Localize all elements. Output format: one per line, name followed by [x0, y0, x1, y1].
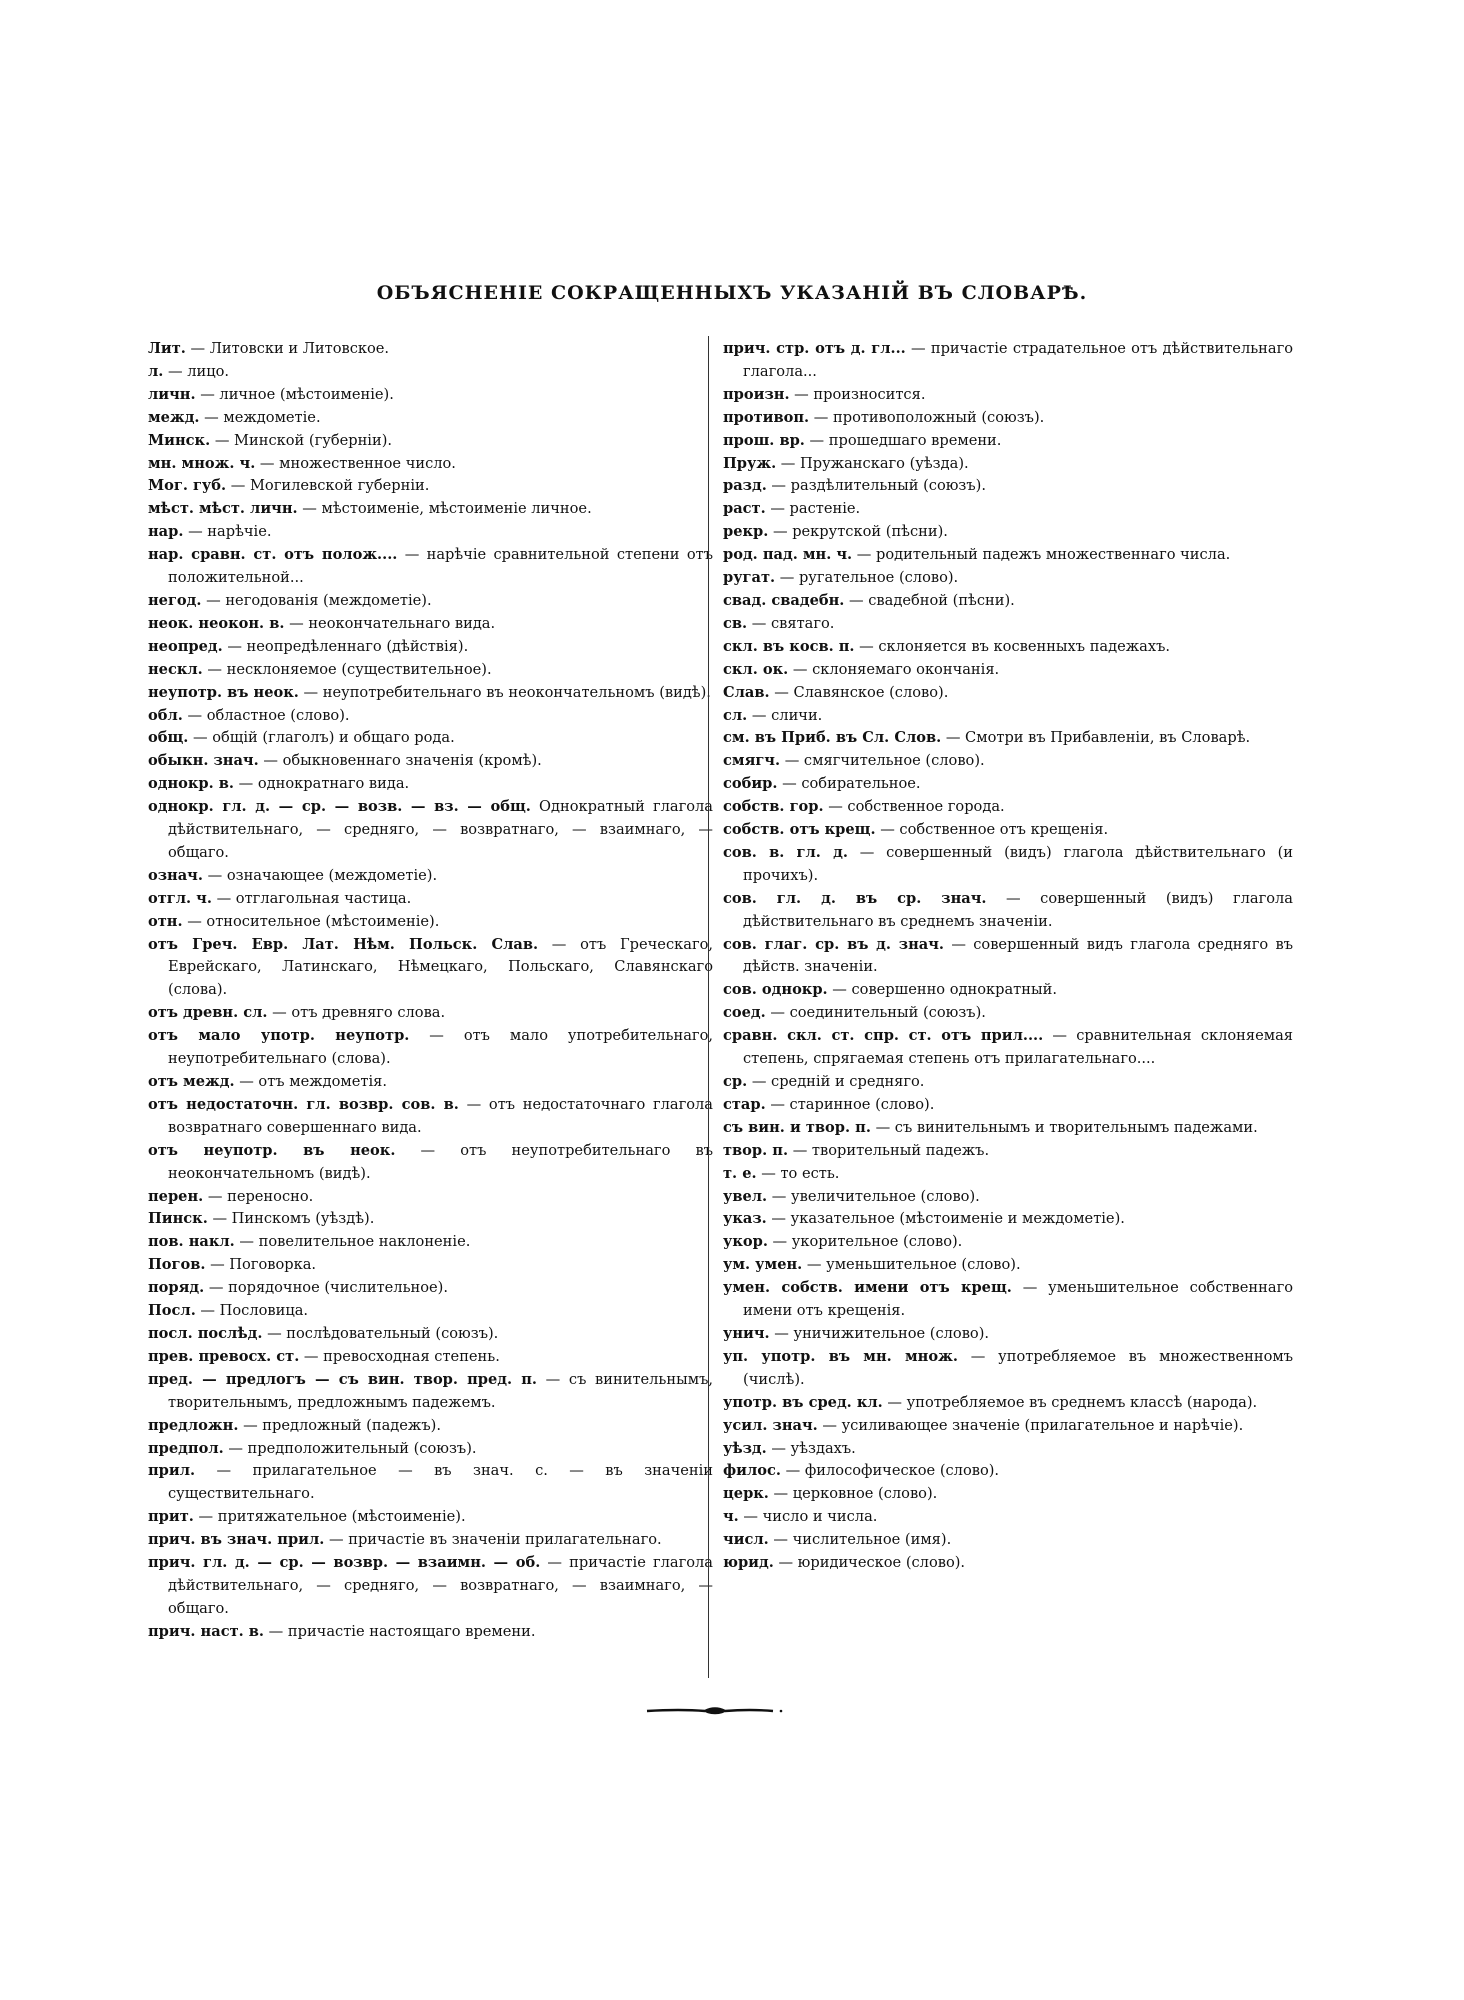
dictionary-entry — [148, 1621, 713, 1644]
entry-meaning: — отъ междометія. — [239, 1073, 387, 1090]
entry-abbreviation: смягч. — [723, 752, 781, 770]
dictionary-entry — [148, 430, 713, 453]
dictionary-entry — [148, 1071, 713, 1094]
entry-abbreviation: твор. п. — [723, 1141, 789, 1159]
dictionary-entry — [148, 1415, 713, 1438]
dictionary-entry — [723, 750, 1293, 773]
dictionary-entry — [148, 1346, 713, 1369]
dictionary-entry — [148, 590, 713, 613]
entry-abbreviation: Посл. — [148, 1302, 196, 1320]
entry-abbreviation: церк. — [723, 1485, 769, 1503]
dictionary-entry — [723, 773, 1293, 796]
entry-meaning: — причастіе настоящаго времени. — [268, 1622, 536, 1640]
dictionary-entry — [148, 1300, 713, 1323]
dictionary-entry — [723, 682, 1293, 705]
dictionary-entry — [723, 636, 1293, 659]
entry-abbreviation: перен. — [148, 1187, 204, 1205]
dictionary-entry — [148, 1369, 713, 1415]
entry-abbreviation: укор. — [723, 1233, 768, 1251]
entry-meaning: — уничижительное (слово). — [774, 1324, 990, 1342]
entry-meaning: — Пинскомъ (уѣздѣ). — [212, 1210, 375, 1228]
entry-abbreviation: посл. послѣд. — [148, 1324, 263, 1342]
dictionary-entry — [148, 384, 713, 407]
dictionary-entry — [723, 1117, 1293, 1140]
entry-meaning: — порядочное (числительное). — [208, 1279, 449, 1297]
dictionary-entry — [148, 1529, 713, 1552]
entry-meaning: — укорительное (слово). — [772, 1233, 963, 1251]
entry-meaning: — обыкновеннаго значенія (кромѣ). — [263, 752, 542, 770]
entry-meaning: — уменьшительное собственнаго имени отъ крещенія. — [743, 1279, 1294, 1320]
entry-abbreviation: Слав. — [723, 683, 770, 701]
entry-abbreviation: обыкн. знач. — [148, 752, 259, 770]
entry-abbreviation: указ. — [723, 1210, 767, 1228]
entry-abbreviation: свад. свадебн. — [723, 591, 845, 609]
entry-abbreviation: прит. — [148, 1508, 194, 1526]
dictionary-entry — [148, 659, 713, 682]
entry-abbreviation: филос. — [723, 1462, 781, 1480]
entry-meaning: — творительный падежъ. — [792, 1141, 990, 1159]
entry-abbreviation: однокр. в. — [148, 775, 235, 793]
entry-abbreviation: сов. гл. д. въ ср. знач. — [723, 889, 987, 907]
entry-abbreviation: отъ древн. сл. — [148, 1004, 268, 1022]
dictionary-entry — [148, 1254, 713, 1277]
dictionary-entry — [148, 1231, 713, 1254]
dictionary-entry — [723, 1392, 1293, 1415]
entry-meaning: — отглагольная частица. — [216, 889, 412, 907]
entry-abbreviation: числ. — [723, 1531, 769, 1549]
dictionary-entry — [723, 1140, 1293, 1163]
entry-meaning: — нарѣчіе. — [188, 523, 272, 541]
entry-meaning: — святаго. — [751, 614, 835, 632]
entry-abbreviation: скл. въ косв. п. — [723, 637, 855, 655]
dictionary-entry — [148, 613, 713, 636]
entry-abbreviation: л. — [148, 362, 164, 380]
dictionary-entry — [723, 498, 1293, 521]
entry-meaning: — отъ древняго слова. — [272, 1004, 446, 1022]
dictionary-entry — [723, 338, 1293, 384]
entry-abbreviation: Мог. губ. — [148, 477, 227, 495]
dictionary-entry — [148, 498, 713, 521]
dictionary-entry — [723, 727, 1293, 750]
dictionary-entry — [723, 1506, 1293, 1529]
entry-meaning: — притяжательное (мѣстоименіе). — [198, 1508, 466, 1526]
dictionary-entry — [723, 567, 1293, 590]
entry-abbreviation: рекр. — [723, 523, 769, 541]
dictionary-entry — [148, 1460, 713, 1506]
entry-meaning: — указательное (мѣстоименіе и междометіе). — [771, 1210, 1125, 1228]
entry-meaning: — послѣдовательный (союзъ). — [267, 1324, 499, 1342]
entry-abbreviation: личн. — [148, 385, 196, 403]
entry-meaning: Однократный глагола дѣйствительнаго, — средняго, — возвратнаго, — взаимнаго, — общаго. — [168, 798, 713, 861]
entry-abbreviation: раст. — [723, 500, 766, 518]
entry-abbreviation: св. — [723, 614, 748, 632]
entry-abbreviation: прош. вр. — [723, 431, 805, 449]
dictionary-entry — [148, 407, 713, 430]
entry-abbreviation: сравн. скл. ст. спр. ст. отъ прил.... — [723, 1027, 1044, 1045]
entry-meaning: — употребляемое въ множественномъ (числѣ). — [743, 1347, 1294, 1388]
entry-abbreviation: мѣст. мѣст. личн. — [148, 500, 298, 518]
dictionary-entry — [148, 1186, 713, 1209]
entry-meaning: — областное (слово). — [187, 706, 350, 724]
entry-meaning: — свадебной (пѣсни). — [849, 591, 1015, 609]
dictionary-entry — [723, 1346, 1293, 1392]
entry-meaning: — философическое (слово). — [785, 1462, 1000, 1480]
entry-abbreviation: общ. — [148, 729, 189, 747]
entry-abbreviation: Пинск. — [148, 1210, 208, 1228]
entry-meaning: — множественное число. — [259, 454, 456, 472]
dictionary-entry — [723, 521, 1293, 544]
dictionary-entry — [148, 888, 713, 911]
dictionary-entry — [723, 1415, 1293, 1438]
entry-meaning: — Минской (губерніи). — [214, 431, 393, 449]
dictionary-entry — [148, 727, 713, 750]
entry-meaning: — собственное отъ крещенія. — [880, 821, 1109, 839]
entry-meaning: — растеніе. — [770, 500, 861, 518]
dictionary-entry — [723, 1552, 1293, 1575]
entry-abbreviation: род. пад. мн. ч. — [723, 546, 853, 564]
entry-meaning: — личное (мѣстоименіе). — [200, 385, 394, 403]
entry-meaning: — церковное (слово). — [773, 1485, 938, 1503]
dictionary-entry — [723, 705, 1293, 728]
entry-abbreviation: нар. сравн. ст. отъ полож.... — [148, 546, 398, 564]
entry-abbreviation: ч. — [723, 1508, 739, 1526]
entry-abbreviation: пов. накл. — [148, 1233, 235, 1251]
entry-meaning: — однократнаго вида. — [238, 775, 410, 793]
entry-abbreviation: предложн. — [148, 1416, 239, 1434]
entry-abbreviation: умен. собств. имени отъ крещ. — [723, 1279, 1012, 1297]
entry-abbreviation: унич. — [723, 1324, 770, 1342]
entry-abbreviation: уп. употр. въ мн. множ. — [723, 1347, 958, 1365]
dictionary-entry — [723, 590, 1293, 613]
right-column — [723, 338, 1293, 1575]
entry-meaning: — переносно. — [207, 1187, 314, 1205]
entry-abbreviation: отн. — [148, 912, 183, 930]
entry-meaning: — произносится. — [794, 385, 926, 403]
entry-meaning: — предположительный (союзъ). — [228, 1439, 477, 1457]
dictionary-entry — [723, 1163, 1293, 1186]
entry-meaning: — отъ неупотребительнаго въ неокончательномъ (видѣ). — [168, 1141, 713, 1182]
entry-meaning: — общій (глаголъ) и общаго рода. — [192, 729, 455, 747]
dictionary-entry — [148, 453, 713, 476]
dictionary-entry — [723, 888, 1293, 934]
entry-abbreviation: съ вин. и твор. п. — [723, 1118, 871, 1136]
entry-meaning: — собирательное. — [782, 775, 921, 793]
entry-meaning: — ругательное (слово). — [779, 569, 959, 587]
entry-meaning: — отъ мало употребительнаго, неупотребительнаго (слова). — [168, 1027, 714, 1068]
entry-meaning: — Славянское (слово). — [774, 683, 949, 701]
dictionary-entry — [148, 1438, 713, 1461]
entry-meaning: — родительный падежъ множественнаго числа. — [856, 546, 1231, 564]
dictionary-entry — [148, 1002, 713, 1025]
dictionary-entry — [148, 705, 713, 728]
entry-abbreviation: произн. — [723, 385, 790, 403]
entry-meaning: — отъ недостаточнаго глагола возвратнаго совершеннаго вида. — [168, 1095, 713, 1136]
entry-abbreviation: разд. — [723, 477, 767, 495]
left-column — [148, 338, 713, 1644]
entry-abbreviation: прич. наст. в. — [148, 1622, 265, 1640]
entry-abbreviation: Лит. — [148, 340, 186, 357]
entry-meaning: — несклоняемое (существительное). — [207, 660, 492, 678]
entry-abbreviation: увел. — [723, 1187, 768, 1205]
entry-meaning: — рекрутской (пѣсни). — [772, 523, 948, 541]
dictionary-entry — [723, 1025, 1293, 1071]
dictionary-entry — [148, 544, 713, 590]
dictionary-entry — [723, 934, 1293, 980]
entry-meaning: — средній и средняго. — [751, 1073, 925, 1090]
entry-meaning: — неопредѣленнаго (дѣйствія). — [227, 637, 469, 655]
dictionary-entry — [148, 911, 713, 934]
entry-abbreviation: противоп. — [723, 408, 810, 426]
entry-abbreviation: сл. — [723, 706, 748, 724]
dictionary-entry — [723, 1208, 1293, 1231]
dictionary-entry — [723, 1071, 1293, 1094]
entry-abbreviation: прил. — [148, 1462, 196, 1480]
entry-abbreviation: собств. отъ крещ. — [723, 821, 876, 839]
dictionary-entry — [723, 842, 1293, 888]
entry-meaning: — употребляемое въ среднемъ классѣ (народа). — [887, 1393, 1258, 1411]
entry-abbreviation: отъ Греч. Евр. Лат. Нѣм. Польск. Слав. — [148, 935, 539, 953]
dictionary-entry — [723, 475, 1293, 498]
dictionary-entry — [723, 1460, 1293, 1483]
dictionary-entry — [723, 430, 1293, 453]
entry-abbreviation: неок. неокон. в. — [148, 614, 285, 632]
entry-meaning: — склоняемаго окончанія. — [792, 660, 1000, 678]
dictionary-entry — [148, 475, 713, 498]
dictionary-entry — [148, 1140, 713, 1186]
entry-abbreviation: употр. въ сред. кл. — [723, 1393, 883, 1411]
entry-meaning: — Пословица. — [200, 1302, 309, 1320]
entry-abbreviation: Пруж. — [723, 454, 777, 472]
dictionary-entry — [723, 1254, 1293, 1277]
entry-abbreviation: соед. — [723, 1004, 766, 1022]
dictionary-entry — [723, 1438, 1293, 1461]
dictionary-entry — [148, 934, 713, 1003]
entry-meaning: — то есть. — [761, 1164, 840, 1182]
dictionary-entry — [148, 1277, 713, 1300]
entry-meaning: — означающее (междометіе). — [207, 866, 438, 884]
dictionary-entry — [723, 1529, 1293, 1552]
dictionary-entry — [148, 1208, 713, 1231]
entry-abbreviation: нескл. — [148, 660, 203, 678]
dictionary-entry — [723, 1277, 1293, 1323]
dictionary-entry — [723, 613, 1293, 636]
entry-meaning: — Пружанскаго (уѣзда). — [780, 454, 969, 472]
dictionary-entry — [723, 796, 1293, 819]
entry-abbreviation: прич. стр. отъ д. гл... — [723, 340, 906, 357]
entry-abbreviation: ругат. — [723, 569, 776, 587]
dictionary-entry — [723, 1483, 1293, 1506]
column-divider — [708, 336, 709, 1678]
end-ornament — [645, 1706, 785, 1716]
entry-abbreviation: нар. — [148, 523, 184, 541]
entry-abbreviation: стар. — [723, 1095, 766, 1113]
entry-abbreviation: обл. — [148, 706, 183, 724]
dictionary-entry — [148, 773, 713, 796]
entry-abbreviation: предпол. — [148, 1439, 224, 1457]
entry-meaning: — склоняется въ косвенныхъ падежахъ. — [859, 637, 1171, 655]
entry-meaning: — предложный (падежъ). — [243, 1416, 441, 1434]
entry-meaning: — совершенно однократный. — [832, 981, 1057, 999]
dictionary-entry — [723, 407, 1293, 430]
entry-meaning: — Смотри въ Прибавленіи, въ Словарѣ. — [945, 729, 1251, 747]
dictionary-entry — [723, 1323, 1293, 1346]
entry-abbreviation: собств. гор. — [723, 798, 824, 816]
entry-abbreviation: мн. множ. ч. — [148, 454, 256, 472]
entry-meaning: — совершенный (видъ) глагола дѣйствительнаго въ среднемъ значеніи. — [743, 889, 1293, 930]
entry-meaning: — соединительный (союзъ). — [770, 1004, 986, 1022]
entry-meaning: — противоположный (союзъ). — [813, 408, 1045, 426]
entry-abbreviation: т. е. — [723, 1164, 757, 1182]
entry-abbreviation: неопред. — [148, 637, 223, 655]
entry-meaning: — междометіе. — [204, 408, 321, 426]
dictionary-entry — [723, 979, 1293, 1002]
entry-meaning: — причастіе страдательное отъ дѣйствительнаго глагола... — [743, 340, 1294, 380]
entry-abbreviation: неупотр. въ неок. — [148, 683, 299, 701]
entry-abbreviation: межд. — [148, 408, 200, 426]
dictionary-entry — [148, 865, 713, 888]
entry-meaning: — причастіе въ значеніи прилагательнаго. — [328, 1531, 662, 1549]
entry-meaning: — сличи. — [751, 706, 823, 724]
entry-abbreviation: отъ недостаточн. гл. возвр. сов. в. — [148, 1095, 459, 1113]
dictionary-entry — [148, 636, 713, 659]
dictionary-entry — [723, 1002, 1293, 1025]
entry-abbreviation: прев. превосх. ст. — [148, 1347, 300, 1365]
dictionary-entry — [723, 659, 1293, 682]
entry-abbreviation: усил. знач. — [723, 1416, 818, 1434]
entry-abbreviation: однокр. гл. д. — ср. — возв. — вз. — общ. — [148, 798, 531, 816]
entry-abbreviation: ср. — [723, 1073, 748, 1090]
entry-abbreviation: скл. ок. — [723, 660, 789, 678]
entry-abbreviation: собир. — [723, 775, 778, 793]
dictionary-entry — [148, 1094, 713, 1140]
entry-abbreviation: пред. — предлогъ — съ вин. твор. пред. п. — [148, 1370, 537, 1388]
dictionary-entry — [723, 453, 1293, 476]
entry-meaning: — повелительное наклоненіе. — [239, 1233, 471, 1251]
dictionary-entry — [148, 682, 713, 705]
dictionary-entry — [723, 1094, 1293, 1117]
entry-meaning: — совершенный видъ глагола средняго въ дѣйств. значеніи. — [743, 935, 1294, 976]
entry-meaning: — усиливающее значеніе (прилагательное и нарѣчіе). — [822, 1416, 1244, 1434]
entry-abbreviation: сов. однокр. — [723, 981, 828, 999]
entry-meaning: — превосходная степень. — [303, 1347, 500, 1365]
entry-abbreviation: негод. — [148, 591, 202, 609]
dictionary-entry — [723, 384, 1293, 407]
dictionary-entry — [723, 819, 1293, 842]
entry-meaning: — увеличительное (слово). — [771, 1187, 980, 1205]
entry-meaning: — негодованія (междометіе). — [206, 591, 432, 609]
entry-meaning: — уменьшительное (слово). — [806, 1256, 1021, 1274]
dictionary-entry — [148, 750, 713, 773]
entry-abbreviation: отъ межд. — [148, 1073, 235, 1090]
entry-abbreviation: отгл. ч. — [148, 889, 212, 907]
entry-abbreviation: сов. глаг. ср. въ д. знач. — [723, 935, 944, 953]
entry-meaning: — прилагательное — въ знач. с. — въ значеніи существительнаго. — [168, 1462, 713, 1503]
entry-meaning: — смягчительное (слово). — [784, 752, 985, 770]
entry-abbreviation: см. въ Приб. въ Сл. Слов. — [723, 729, 942, 747]
entry-abbreviation: Погов. — [148, 1256, 206, 1274]
dictionary-entry — [148, 521, 713, 544]
entry-meaning: — юридическое (слово). — [778, 1554, 966, 1572]
dictionary-entry — [148, 338, 713, 361]
entry-abbreviation: сов. в. гл. д. — [723, 843, 848, 861]
entry-abbreviation: поряд. — [148, 1279, 205, 1297]
entry-meaning: — число и числа. — [743, 1508, 878, 1526]
entry-abbreviation: Минск. — [148, 431, 211, 449]
entry-meaning: — совершенный (видъ) глагола дѣйствительнаго (и прочихъ). — [743, 843, 1293, 884]
entry-meaning: — неокончательнаго вида. — [289, 614, 496, 632]
dictionary-entry — [148, 1025, 713, 1071]
entry-meaning: — Поговорка. — [210, 1256, 317, 1274]
entry-abbreviation: прич. гл. д. — ср. — возвр. — взаимн. — об. — [148, 1554, 541, 1572]
entry-meaning: — неупотребительнаго въ неокончательномъ (видѣ). — [303, 683, 711, 701]
entry-meaning: — старинное (слово). — [770, 1095, 935, 1113]
dictionary-entry — [723, 1231, 1293, 1254]
dictionary-entry — [148, 361, 713, 384]
entry-abbreviation: отъ неупотр. въ неок. — [148, 1141, 396, 1159]
dictionary-entry — [723, 544, 1293, 567]
entry-abbreviation: ум. умен. — [723, 1256, 803, 1274]
entry-meaning: — Могилевской губерніи. — [230, 477, 430, 495]
dictionary-entry — [148, 796, 713, 865]
entry-abbreviation: уѣзд. — [723, 1439, 767, 1457]
entry-meaning: — прошедшаго времени. — [809, 431, 1002, 449]
dictionary-entry — [148, 1323, 713, 1346]
entry-abbreviation: отъ мало употр. неупотр. — [148, 1027, 410, 1045]
entry-abbreviation: юрид. — [723, 1554, 774, 1572]
dictionary-entry — [148, 1552, 713, 1621]
entry-meaning: — причастіе глагола дѣйствительнаго, — средняго, — возвратнаго, — взаимнаго, — общаго. — [168, 1554, 714, 1617]
page-title: ОБЪЯСНЕНІЕ СОКРАЩЕННЫХЪ УКАЗАНІЙ ВЪ СЛОВАРѢ. — [376, 282, 1088, 304]
entry-meaning: — нарѣчіе сравнительной степени отъ положительной... — [168, 546, 713, 587]
entry-abbreviation: означ. — [148, 866, 203, 884]
entry-meaning: — съ винительнымъ, творительнымъ, предложнымъ падежемъ. — [168, 1370, 713, 1411]
dictionary-entry — [723, 1186, 1293, 1209]
entry-meaning: — мѣстоименіе, мѣстоименіе личное. — [302, 500, 592, 518]
entry-meaning: — отъ Греческаго, Еврейскаго, Латинскаго, Нѣмецкаго, Польскаго, Славянскаго (слова). — [168, 935, 714, 999]
entry-meaning: — сравнительная склоняемая степень, спрягаемая степень отъ прилагательнаго.... — [743, 1027, 1294, 1068]
entry-meaning: — съ винительнымъ и творительнымъ падежами. — [875, 1118, 1258, 1136]
entry-meaning: — лицо. — [168, 362, 230, 380]
entry-meaning: — числительное (имя). — [773, 1531, 952, 1549]
dictionary-entry — [148, 1506, 713, 1529]
entry-meaning: — собственное города. — [828, 798, 1005, 816]
entry-meaning: — Литовски и Литовское. — [190, 340, 390, 357]
entry-meaning: — относительное (мѣстоименіе). — [187, 912, 440, 930]
entry-meaning: — уѣздахъ. — [771, 1439, 856, 1457]
entry-meaning: — раздѣлительный (союзъ). — [771, 477, 987, 495]
entry-abbreviation: прич. въ знач. прил. — [148, 1531, 325, 1549]
